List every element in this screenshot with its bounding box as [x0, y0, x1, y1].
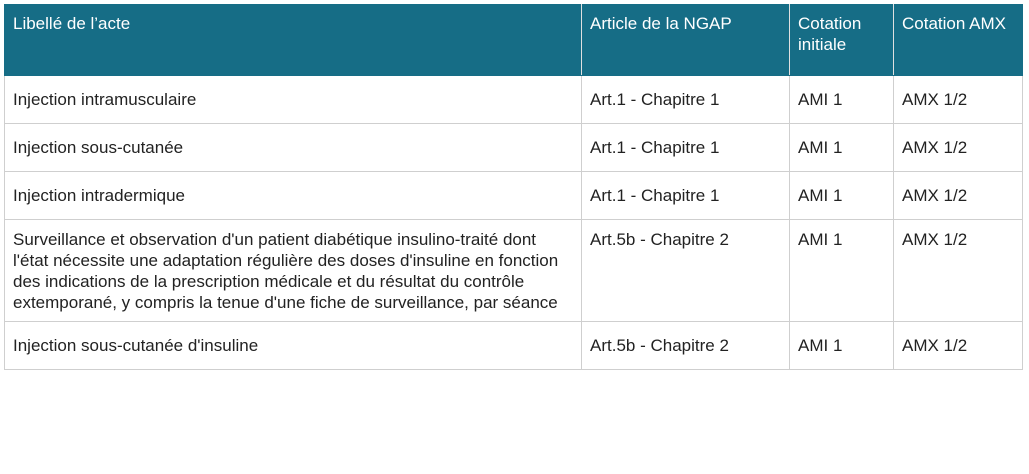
cell-libelle: Injection intradermique: [5, 172, 582, 220]
table-row: [5, 124, 1023, 172]
acts-table: [4, 4, 1023, 370]
table-row: [5, 76, 1023, 124]
cell-libelle: Injection intramusculaire: [5, 76, 582, 124]
table-row: [5, 172, 1023, 220]
cell-article: Art.5b - Chapitre 2: [582, 220, 790, 322]
header-article: Article de la NGAP: [582, 5, 790, 76]
table-row: [5, 220, 1023, 322]
header-row: [5, 5, 1023, 76]
cell-article: Art.5b - Chapitre 2: [582, 322, 790, 370]
acts-table-container: [4, 4, 1022, 370]
cell-libelle: Injection sous-cutanée: [5, 124, 582, 172]
header-cotation-amx: Cotation AMX: [894, 5, 1023, 76]
table-body: [5, 76, 1023, 370]
cell-cotation-initiale: AMI 1: [790, 220, 894, 322]
cell-cotation-initiale: AMI 1: [790, 322, 894, 370]
cell-cotation-amx: AMX 1/2: [894, 322, 1023, 370]
cell-cotation-amx: AMX 1/2: [894, 76, 1023, 124]
cell-cotation-amx: AMX 1/2: [894, 220, 1023, 322]
cell-libelle: Injection sous-cutanée d'insuline: [5, 322, 582, 370]
cell-article: Art.1 - Chapitre 1: [582, 76, 790, 124]
header-cotation-initiale: Cotation initiale: [790, 5, 894, 76]
table-row: [5, 322, 1023, 370]
cell-cotation-amx: AMX 1/2: [894, 124, 1023, 172]
cell-cotation-amx: AMX 1/2: [894, 172, 1023, 220]
header-libelle: Libellé de l’acte: [5, 5, 582, 76]
cell-cotation-initiale: AMI 1: [790, 76, 894, 124]
cell-cotation-initiale: AMI 1: [790, 124, 894, 172]
cell-article: Art.1 - Chapitre 1: [582, 124, 790, 172]
table-header: [5, 5, 1023, 76]
cell-article: Art.1 - Chapitre 1: [582, 172, 790, 220]
cell-libelle: Surveillance et observation d'un patient diabétique insulino-traité dont l'état nécessite une adaptation régulière des doses d'insuline en fonction des indications de la prescription médicale et du résultat du contrôle extemporané, y compris la tenue d'une fiche de surveillance, par séance: [5, 220, 582, 322]
cell-cotation-initiale: AMI 1: [790, 172, 894, 220]
